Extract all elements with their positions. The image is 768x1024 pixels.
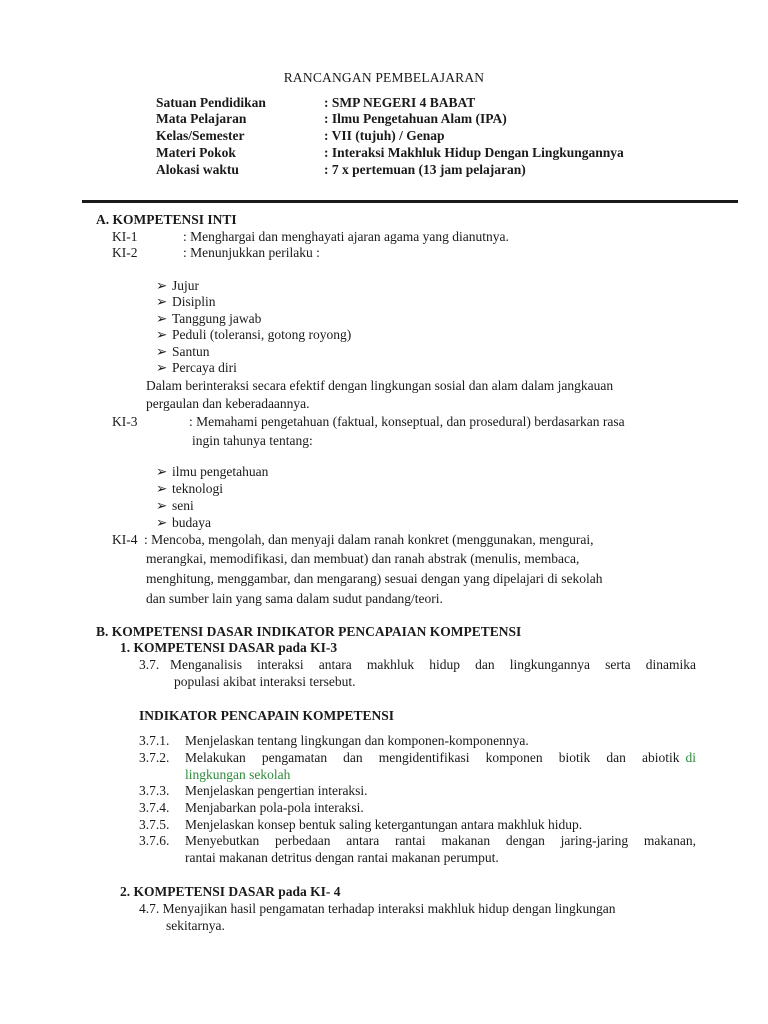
indicator-number: 3.7.1. [139,733,170,748]
arrow-bullet-icon: ➢ [156,327,168,342]
ki3-text-line2: ingin tahunya tentang: [192,433,313,448]
ki2-paragraph-line1: Dalam berinteraksi secara efektif dengan lingkungan sosial dan alam dalam jangkauan [146,378,614,393]
meta-label-alokasi: Alokasi waktu [156,162,239,177]
indicator-text: Menyebutkan perbedaan antara rantai makanan dengan jaring-jaring makanan, [185,833,696,848]
kd37-line1: Menganalisis interaksi antara makhluk hidup dan lingkungannya serta dinamika [170,657,696,672]
ki3-code: KI-3 [112,414,138,429]
arrow-bullet-icon: ➢ [156,481,168,496]
section-a-heading: A. KOMPETENSI INTI [96,212,237,227]
list-item: ➢ Santun [156,344,210,359]
list-item: ➢ seni [156,498,194,513]
section-b-heading: B. KOMPETENSI DASAR INDIKATOR PENCAPAIAN KOMPETENSI [96,624,522,639]
kd4-heading: 2. KOMPETENSI DASAR pada KI- 4 [120,884,341,899]
indicator-number: 3.7.3. [139,783,170,798]
kd37-number: 3.7. [139,657,160,672]
ki2-paragraph-line2: pergaulan dan keberadaannya. [146,396,310,411]
meta-value-materi: : Interaksi Makhluk Hidup Dengan Lingkungannya [324,145,624,160]
indicator-text: Menjelaskan tentang lingkungan dan komponen-komponennya. [185,733,529,748]
ki4-line4: dan sumber lain yang sama dalam sudut pandang/teori. [146,591,443,606]
document-title: RANCANGAN PEMBELAJARAN [283,70,485,85]
meta-value-mapel: : Ilmu Pengetahuan Alam (IPA) [324,111,507,126]
indicator-text: Melakukan pengamatan dan mengidentifikasi komponen biotik dan abiotik [185,750,680,765]
arrow-bullet-icon: ➢ [156,344,168,359]
ki4-line3: menghitung, menggambar, dan mengarang) sesuai dengan yang dipelajari di sekolah [146,571,603,586]
indicator-text-line2: rantai makanan detritus dengan rantai makanan perumput. [185,850,499,865]
arrow-bullet-icon: ➢ [156,311,168,326]
header-divider [82,200,738,203]
ki1-text: : Menghargai dan menghayati ajaran agama yang dianutnya. [183,229,509,244]
indicator-highlight: di [685,750,696,765]
ki2-text: : Menunjukkan perilaku : [183,245,320,260]
meta-value-kelas: : VII (tujuh) / Genap [324,128,445,143]
list-item: ➢ Tanggung jawab [156,311,262,326]
list-item: ➢ teknologi [156,481,223,496]
ki1-code: KI-1 [112,229,138,244]
kd47-line1: 4.7. Menyajikan hasil pengamatan terhadap interaksi makhluk hidup dengan lingkungan [139,901,616,916]
indicator-text: Menjabarkan pola-pola interaksi. [185,800,364,815]
list-item: ➢ budaya [156,515,211,530]
list-item: ➢ Peduli (toleransi, gotong royong) [156,327,352,342]
indicator-text: Menjelaskan konsep bentuk saling ketergantungan antara makhluk hidup. [185,817,583,832]
arrow-bullet-icon: ➢ [156,464,168,479]
indicator-text-row [185,750,696,766]
kd47-line2: sekitarnya. [166,918,225,933]
kd3-heading: 1. KOMPETENSI DASAR pada KI-3 [120,640,338,655]
ki4-line2: merangkai, memodifikasi, dan membuat) dan ranah abstrak (menulis, membaca, [146,551,580,566]
indicator-number: 3.7.5. [139,817,170,832]
list-item: ➢ Jujur [156,278,199,293]
ki2-code: KI-2 [112,245,138,260]
indikator-heading: INDIKATOR PENCAPAIN KOMPETENSI [139,708,395,723]
ki4-code: KI-4 [112,532,138,547]
arrow-bullet-icon: ➢ [156,498,168,513]
meta-value-alokasi: : 7 x pertemuan (13 jam pelajaran) [324,162,526,177]
meta-label-materi: Materi Pokok [156,145,236,160]
list-item: ➢ ilmu pengetahuan [156,464,269,479]
ki3-text-line1: : Memahami pengetahuan (faktual, konseptual, dan prosedural) berdasarkan rasa [189,414,625,429]
arrow-bullet-icon: ➢ [156,278,168,293]
indicator-number: 3.7.4. [139,800,170,815]
arrow-bullet-icon: ➢ [156,294,168,309]
list-item: ➢ Disiplin [156,294,216,309]
ki4-line1: : Mencoba, mengolah, dan menyaji dalam ranah konkret (menggunakan, mengurai, [144,532,594,547]
list-item: ➢ Percaya diri [156,360,237,375]
indicator-highlight-line2: lingkungan sekolah [185,767,291,782]
indicator-number: 3.7.2. [139,750,170,765]
meta-label-kelas: Kelas/Semester [156,128,245,143]
arrow-bullet-icon: ➢ [156,515,168,530]
meta-value-satuan: : SMP NEGERI 4 BABAT [324,95,476,110]
indicator-number: 3.7.6. [139,833,170,848]
meta-label-satuan: Satuan Pendidikan [156,95,266,110]
indicator-text: Menjelaskan pengertian interaksi. [185,783,368,798]
arrow-bullet-icon: ➢ [156,360,168,375]
kd37-line2: populasi akibat interaksi tersebut. [174,674,356,689]
meta-label-mapel: Mata Pelajaran [156,111,247,126]
